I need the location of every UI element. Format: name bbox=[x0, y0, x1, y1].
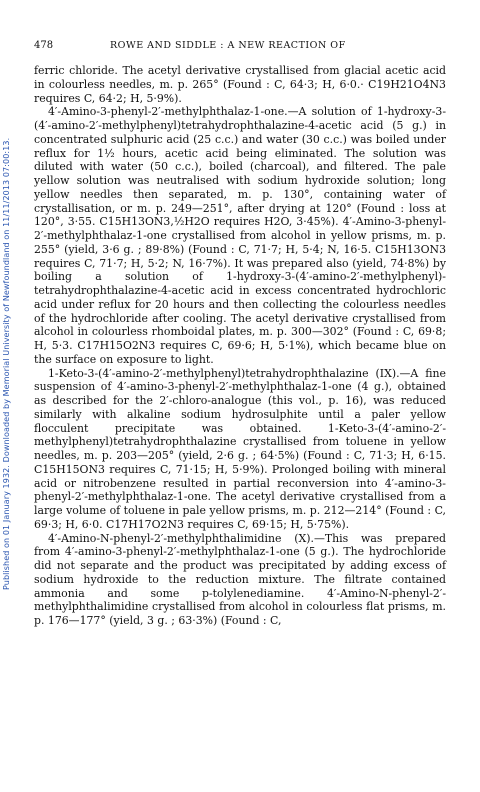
download-notice: Published on 01 January 1932. Downloaded by Memorial University of Newfoundland on 11/11/2013 07:00:13. bbox=[2, 137, 11, 590]
paragraph: ferric chloride. The acetyl derivative crystallised from glacial acetic acid in colourless needles, m. p. 265° (Found : C, 64·3; H, 6·0.· C19H21O4N3 requires C, 64·2; H, 5·9%). bbox=[34, 64, 446, 105]
page-number: 478 bbox=[34, 40, 54, 51]
running-head: ROWE AND SIDDLE : A NEW REACTION OF bbox=[110, 40, 346, 51]
paragraph: 4′-Amino-N-phenyl-2′-methylphthalimidine (X).—This was prepared from 4′-amino-3-phenyl-2′-methylphthalaz-1-one (5 g.). The hydrochloride did not separate and the product was precipitated by adding excess of sodium hydroxide to the reduction mixture. The filtrate contained ammonia and some p-tolylenediamine. 4′-Amino-N-phenyl-2′-methylphthalimidine crystallised from alcohol in colourless flat prisms, m. p. 176—177° (yield, 3 g. ; 63·3%) (Found : C, bbox=[34, 531, 446, 627]
paragraph: 1-Keto-3-(4′-amino-2′-methylphenyl)tetrahydrophthalazine (IX).—A fine suspension of 4′-amino-3-phenyl-2′-methylphthalaz-1-one (4 g.), obtained as described for the 2′-chloro-analogue (this vol., p. 16), was reduced similarly with alkaline sodium hydrosulphite until a paler yellow flocculent precipitate was obtained. 1-Keto-3-(4′-amino-2′-methylphenyl)tetrahydrophthalazine crystallised from toluene in yellow needles, m. p. 203—205° (yield, 2·6 g. ; 64·5%) (Found : C, 71·3; H, 6·15. C15H15ON3 requires C, 71·15; H, 5·9%). Prolonged boiling with mineral acid or nitrobenzene resulted in partial reconversion into 4′-amino-3-phenyl-2′-methylphthalaz-1-one. The acetyl derivative crystallised from a large volume of toluene in pale yellow prisms, m. p. 212—214° (Found : C, 69·3; H, 6·0. C17H17O2N3 requires C, 69·15; H, 5·75%). bbox=[34, 366, 446, 531]
paragraph: 4′-Amino-3-phenyl-2′-methylphthalaz-1-one.—A solution of 1-hydroxy-3-(4′-amino-2′-methylphenyl)tetrahydrophthalazine-4-acetic acid (5 g.) in concentrated sulphuric acid (25 c.c.) and water (30 c.c.) was boiled under reflux for 1½ hours, acetic acid being eliminated. The solution was diluted with water (50 c.c.), boiled (charcoal), and filtered. The pale yellow solution was neutralised with sodium hydroxide solution; long yellow needles then separated, m. p. 130°, containing water of crystallisation, or m. p. 249—251°, after drying at 120° (Found : loss at 120°, 3·55. C15H13ON3,½H2O requires H2O, 3·45%). 4′-Amino-3-phenyl-2′-methylphthalaz-1-one crystallised from alcohol in yellow prisms, m. p. 255° (yield, 3·6 g. ; 89·8%) (Found : C, 71·7; H, 5·4; N, 16·5. C15H13ON3 requires C, 71·7; H, 5·2; N, 16·7%). It was prepared also (yield, 74·8%) by boiling a solution of 1-hydroxy-3-(4′-amino-2′-methylphenyl)-tetrahydrophthalazine-4-acetic acid in excess concentrated hydrochloric acid under reflux for 20 hours and then collecting the colourless needles of the hydrochloride after cooling. The acetyl derivative crystallised from alcohol in colourless rhomboidal plates, m. p. 300—302° (Found : C, 69·8; H, 5·3. C17H15O2N3 requires C, 69·6; H, 5·1%), which became blue on the surface on exposure to light. bbox=[34, 105, 446, 366]
body-text bbox=[34, 64, 446, 628]
page-header bbox=[34, 40, 446, 54]
